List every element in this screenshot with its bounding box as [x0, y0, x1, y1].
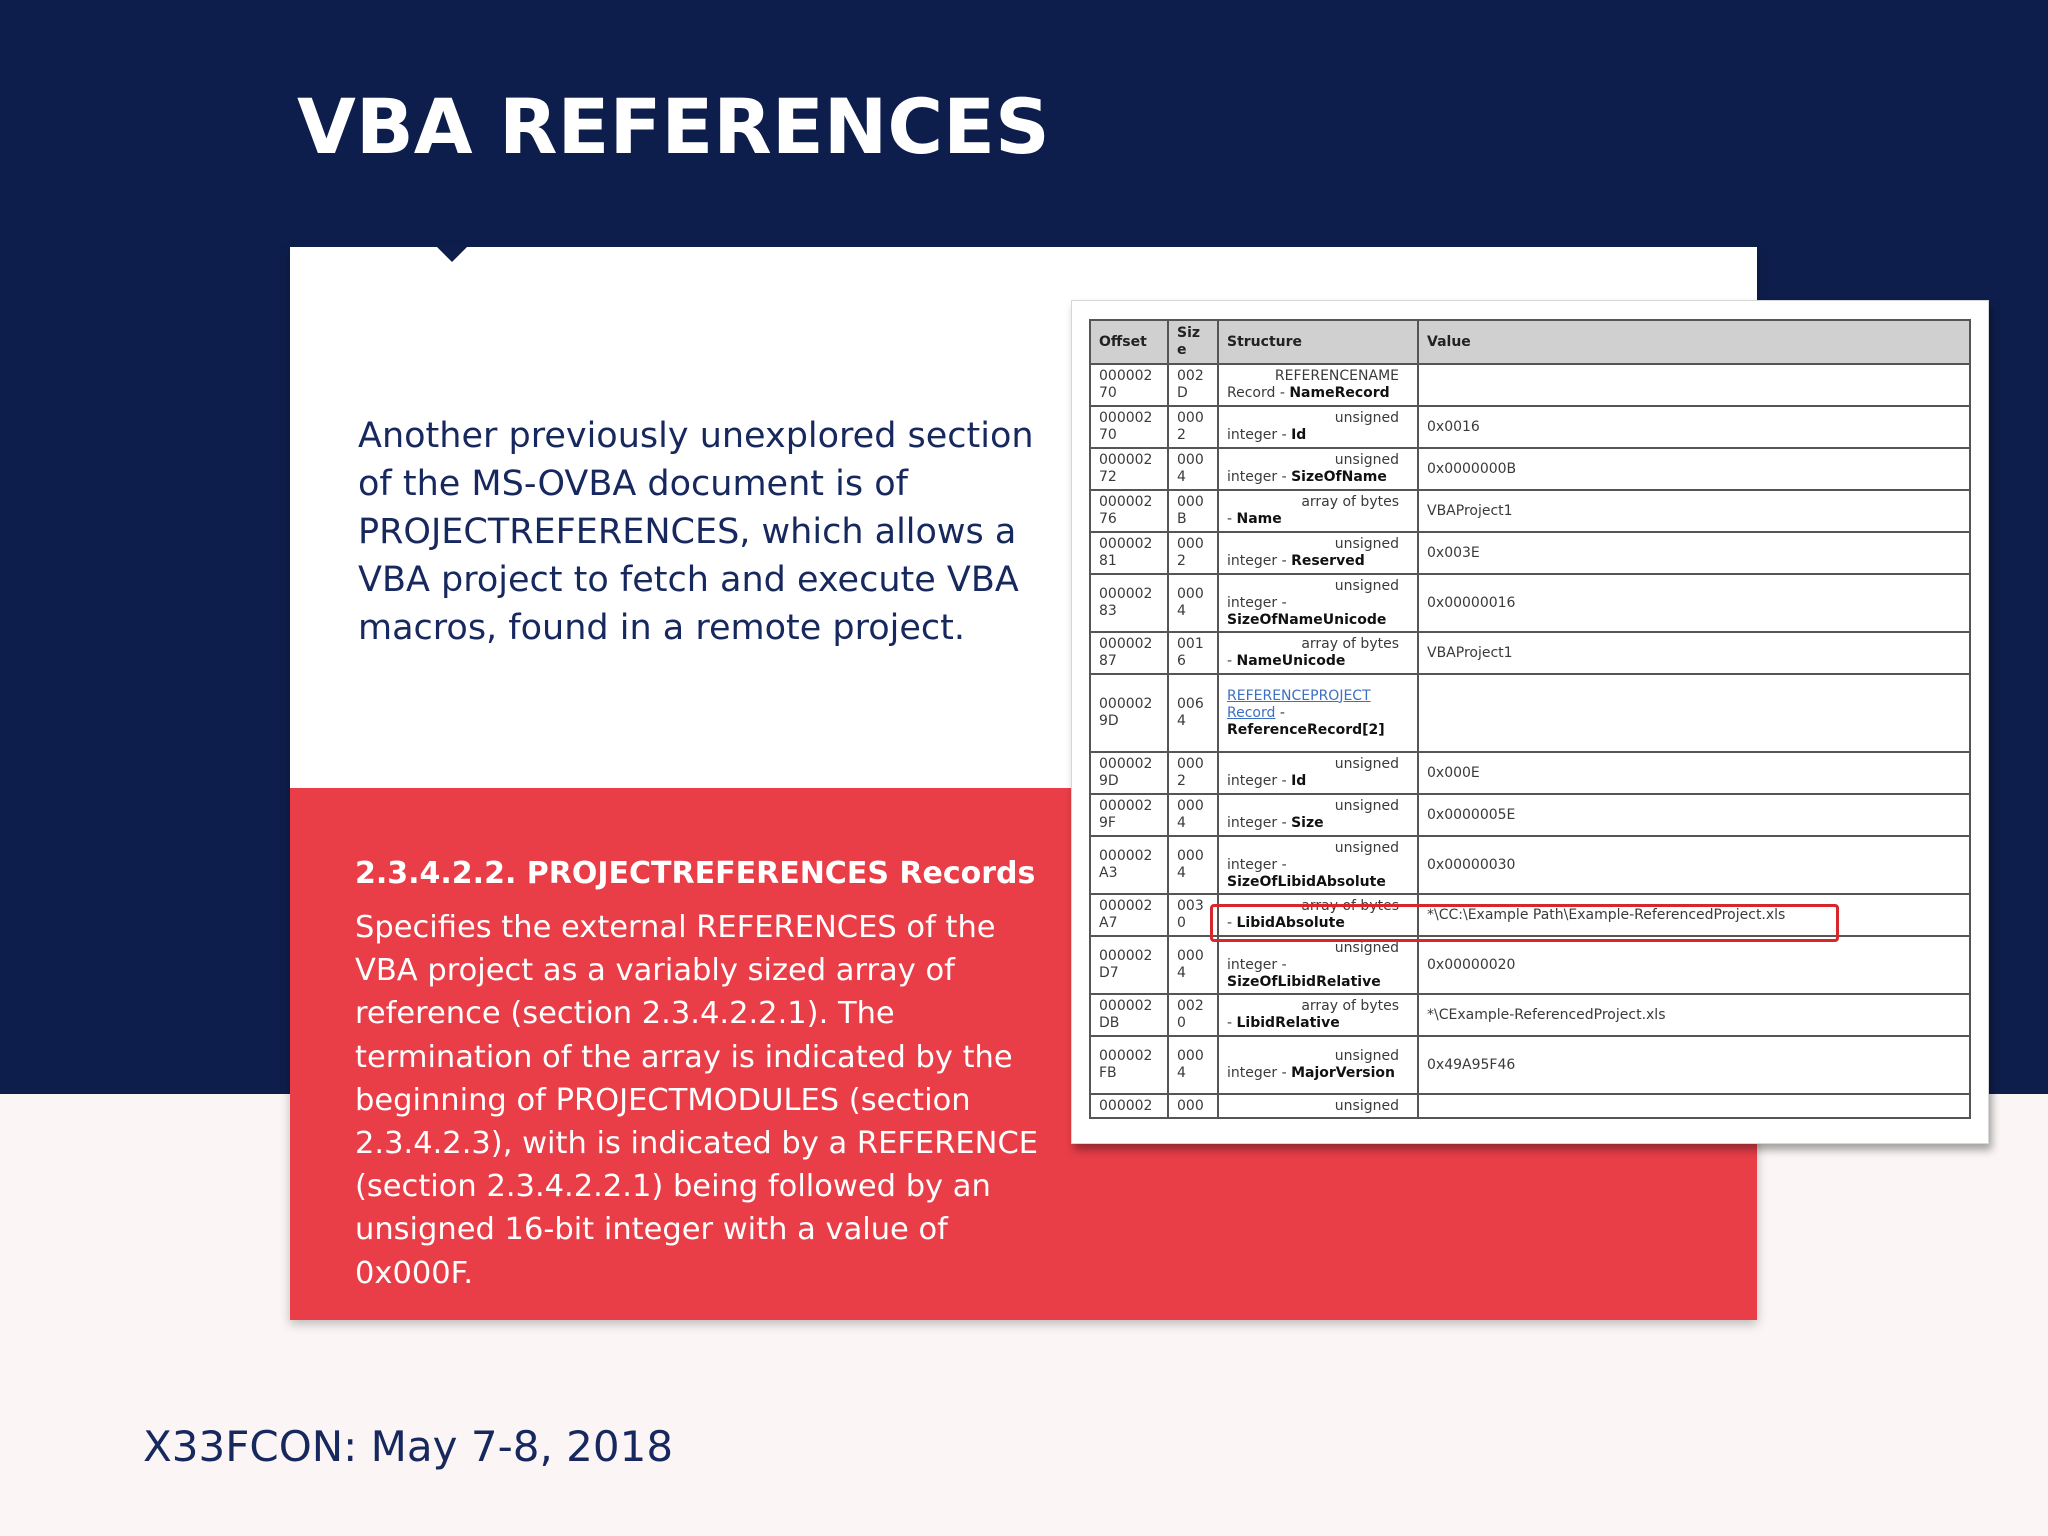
cell-structure — [1218, 674, 1418, 752]
libid-absolute-highlight — [1210, 904, 1839, 942]
structure-type: array of bytes — [1301, 998, 1399, 1014]
cell-structure — [1218, 1036, 1418, 1094]
structure-type: unsigned — [1334, 452, 1399, 468]
cell-value: 0x0000000B — [1418, 448, 1970, 490]
cell-value: 0x00000030 — [1418, 836, 1970, 894]
structure-field-name: LibidRelative — [1236, 1015, 1340, 1031]
structure-main: Record - — [1227, 385, 1290, 401]
structure-field-name: SizeOfName — [1291, 469, 1387, 485]
cell-value: 0x000E — [1418, 752, 1970, 794]
cell-structure — [1218, 574, 1418, 632]
cell-size: 002 D — [1168, 364, 1218, 406]
structure-type: unsigned — [1334, 577, 1399, 594]
structure-main: - — [1227, 1015, 1237, 1031]
structure-main: integer - — [1227, 956, 1287, 973]
cell-offset: 000002 81 — [1090, 532, 1168, 574]
structure-main: integer - — [1227, 856, 1287, 873]
structure-main: integer - — [1227, 594, 1287, 611]
cell-value: VBAProject1 — [1418, 490, 1970, 532]
cell-offset: 000002 83 — [1090, 574, 1168, 632]
table-row — [1090, 406, 1970, 448]
structure-main: integer - — [1227, 773, 1292, 789]
structure-type: unsigned — [1334, 798, 1399, 814]
cell-offset: 000002 9D — [1090, 674, 1168, 752]
card-notch — [436, 246, 468, 262]
table-row — [1090, 448, 1970, 490]
spec-table — [1089, 319, 1971, 1119]
table-header-row — [1090, 320, 1970, 364]
cell-structure — [1218, 1094, 1418, 1118]
cell-size: 000 4 — [1168, 448, 1218, 490]
structure-type: unsigned — [1334, 1097, 1399, 1114]
section-body: Specifies the external REFERENCES of the VBA project as a variably sized array of reference (section 2.3.4.2.2.1). The termination of the array is indicated by the beginning of PROJECTMODULES (section 2.3.4.2.3), with is indicated by a REFERENCE (section 2.3.4.2.2.1) being followed by an unsigned 16-bit integer with a value of 0x000F. — [355, 910, 1039, 1291]
cell-offset: 000002 FB — [1090, 1036, 1168, 1094]
cell-size: 002 0 — [1168, 994, 1218, 1036]
table-row — [1090, 936, 1970, 994]
cell-value: 0x003E — [1418, 532, 1970, 574]
table-row — [1090, 632, 1970, 674]
cell-structure — [1218, 406, 1418, 448]
structure-main: integer - — [1227, 469, 1292, 485]
cell-offset: 000002 70 — [1090, 406, 1168, 448]
cell-size: 000 2 — [1168, 406, 1218, 448]
table-row — [1090, 532, 1970, 574]
cell-size: 000 B — [1168, 490, 1218, 532]
cell-value: *\CC:\Example Path\Example-ReferencedProject.xls — [1418, 894, 1970, 936]
structure-type: unsigned — [1334, 536, 1399, 552]
cell-size: 003 0 — [1168, 894, 1218, 936]
cell-value: 0x0000005E — [1418, 794, 1970, 836]
cell-offset: 000002 9D — [1090, 752, 1168, 794]
structure-main: - — [1275, 704, 1285, 721]
cell-offset: 000002 70 — [1090, 364, 1168, 406]
table-row — [1090, 1094, 1970, 1118]
structure-type: unsigned — [1334, 410, 1399, 426]
cell-structure — [1218, 936, 1418, 994]
cell-size: 000 — [1168, 1094, 1218, 1118]
cell-value: 0x49A95F46 — [1418, 1036, 1970, 1094]
spec-table-screenshot — [1071, 300, 1989, 1144]
structure-field-name: NameRecord — [1289, 385, 1390, 401]
cell-value: 0x00000020 — [1418, 936, 1970, 994]
structure-type: unsigned — [1334, 756, 1399, 772]
cell-size: 000 4 — [1168, 574, 1218, 632]
cell-structure — [1218, 836, 1418, 894]
cell-offset: 000002 76 — [1090, 490, 1168, 532]
structure-field-name: Name — [1236, 511, 1282, 527]
cell-structure — [1218, 994, 1418, 1036]
structure-field-name: LibidAbsolute — [1236, 915, 1345, 931]
cell-size: 001 6 — [1168, 632, 1218, 674]
cell-size: 000 2 — [1168, 532, 1218, 574]
cell-structure — [1218, 364, 1418, 406]
cell-structure — [1218, 448, 1418, 490]
structure-link[interactable]: REFERENCEPROJECT Record — [1227, 687, 1371, 721]
cell-offset: 000002 A7 — [1090, 894, 1168, 936]
header-offset: Offset — [1090, 320, 1168, 364]
header-size: Siz e — [1168, 320, 1218, 364]
cell-size: 000 4 — [1168, 1036, 1218, 1094]
structure-main: integer - — [1227, 553, 1292, 569]
cell-offset: 000002 D7 — [1090, 936, 1168, 994]
table-row — [1090, 994, 1970, 1036]
structure-field-name: ReferenceRecord[2] — [1227, 721, 1385, 738]
section-heading: 2.3.4.2.2. PROJECTREFERENCES Records — [355, 856, 1036, 891]
structure-field-name: SizeOfNameUnicode — [1227, 611, 1387, 628]
cell-size: 000 2 — [1168, 752, 1218, 794]
structure-type: unsigned — [1334, 939, 1399, 956]
cell-structure — [1218, 532, 1418, 574]
structure-type: unsigned — [1334, 839, 1399, 856]
structure-field-name: Size — [1291, 815, 1324, 831]
structure-field-name: NameUnicode — [1236, 653, 1346, 669]
cell-structure — [1218, 752, 1418, 794]
cell-offset: 000002 — [1090, 1094, 1168, 1118]
structure-field-name: SizeOfLibidAbsolute — [1227, 873, 1386, 890]
cell-size: 000 4 — [1168, 794, 1218, 836]
cell-size: 000 4 — [1168, 936, 1218, 994]
header-structure: Structure — [1218, 320, 1418, 364]
structure-main: integer - — [1227, 815, 1292, 831]
table-row — [1090, 574, 1970, 632]
cell-value: *\CExample-ReferencedProject.xls — [1418, 994, 1970, 1036]
intro-text: Another previously unexplored section of the MS-OVBA document is of PROJECTREFERENCES, which allows a VBA project to fetch and execute VBA macros, found in a remote project. — [358, 416, 1034, 648]
table-row — [1090, 674, 1970, 752]
structure-field-name: Id — [1291, 427, 1307, 443]
table-row — [1090, 490, 1970, 532]
table-row — [1090, 752, 1970, 794]
cell-offset: 000002 9F — [1090, 794, 1168, 836]
cell-value — [1418, 674, 1970, 752]
structure-main: - — [1227, 653, 1237, 669]
structure-field-name: SizeOfLibidRelative — [1227, 973, 1381, 990]
cell-structure — [1218, 794, 1418, 836]
cell-offset: 000002 72 — [1090, 448, 1168, 490]
cell-value: 0x00000016 — [1418, 574, 1970, 632]
table-row — [1090, 794, 1970, 836]
cell-size: 000 4 — [1168, 836, 1218, 894]
structure-main: - — [1227, 511, 1237, 527]
cell-value: VBAProject1 — [1418, 632, 1970, 674]
cell-value — [1418, 1094, 1970, 1118]
cell-size: 006 4 — [1168, 674, 1218, 752]
structure-main: - — [1227, 915, 1237, 931]
cell-structure — [1218, 632, 1418, 674]
table-row — [1090, 836, 1970, 894]
slide-title: VBA REFERENCES — [297, 82, 1050, 171]
structure-type: array of bytes — [1301, 494, 1399, 510]
table-row — [1090, 1036, 1970, 1094]
structure-type: REFERENCENAME — [1274, 368, 1399, 384]
structure-field-name: MajorVersion — [1291, 1065, 1395, 1081]
structure-type: array of bytes — [1301, 636, 1399, 652]
cell-offset: 000002 A3 — [1090, 836, 1168, 894]
structure-field-name: Reserved — [1291, 553, 1365, 569]
footer-conference: X33FCON: May 7-8, 2018 — [143, 1422, 674, 1471]
cell-value: 0x0016 — [1418, 406, 1970, 448]
structure-main: integer - — [1227, 1065, 1292, 1081]
structure-field-name: Id — [1291, 773, 1307, 789]
cell-structure — [1218, 490, 1418, 532]
table-row — [1090, 364, 1970, 406]
cell-offset: 000002 DB — [1090, 994, 1168, 1036]
cell-offset: 000002 87 — [1090, 632, 1168, 674]
structure-type: unsigned — [1334, 1048, 1399, 1064]
structure-main: integer - — [1227, 427, 1292, 443]
table-body — [1090, 364, 1970, 1118]
cell-value — [1418, 364, 1970, 406]
structure-type: array of bytes — [1301, 898, 1399, 914]
header-value: Value — [1418, 320, 1970, 364]
